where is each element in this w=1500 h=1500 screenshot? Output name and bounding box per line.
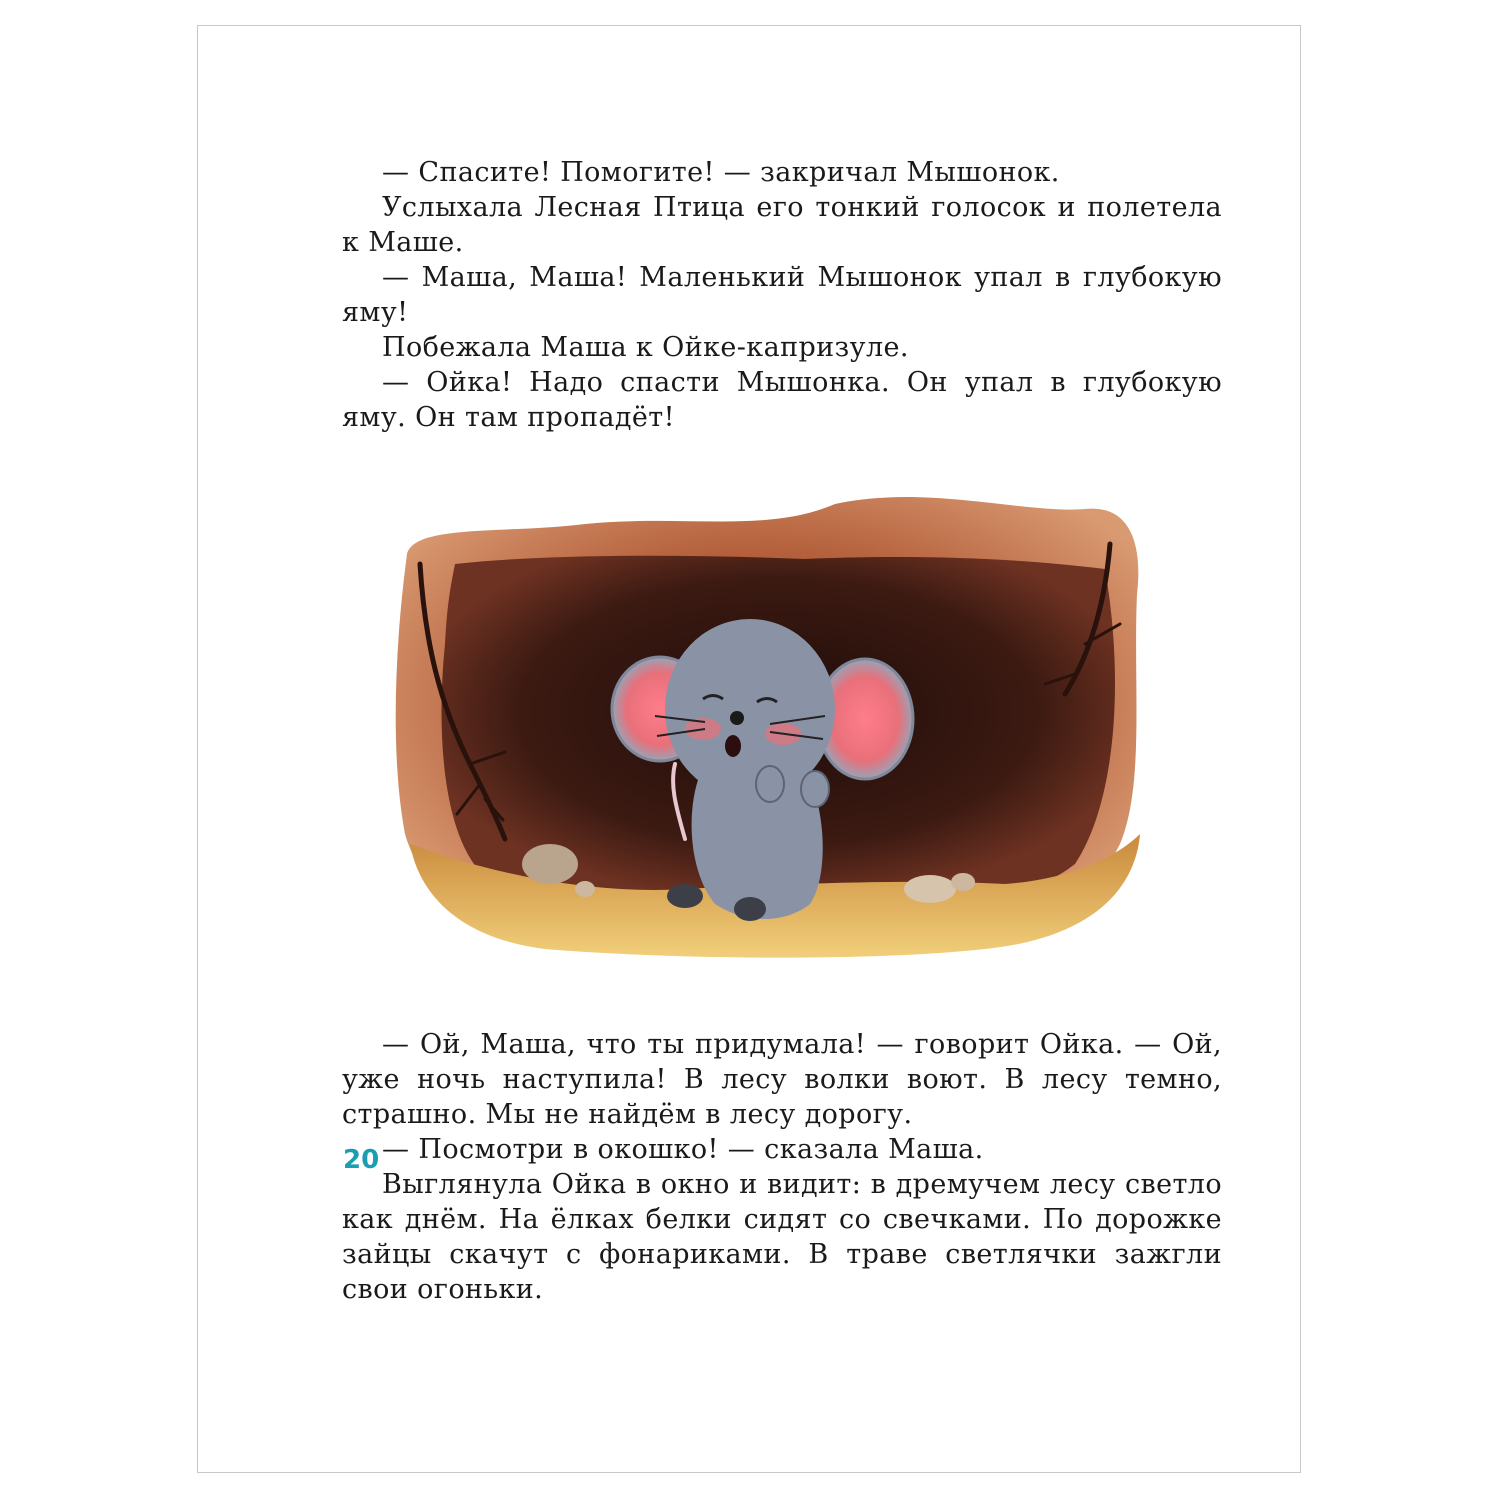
pebble: [904, 875, 956, 903]
paragraph: — Маша, Маша! Маленький Мышонок упал в глубокую яму!: [342, 262, 1222, 328]
paragraph: Побежала Маша к Ойке-капризуле.: [382, 332, 909, 363]
paragraph: — Спасите! Помогите! — закричал Мышонок.: [382, 157, 1060, 188]
paragraph: — Посмотри в окошко! — сказала Маша.: [382, 1134, 984, 1165]
paragraph: — Ой, Маша, что ты придумала! — говорит Ойка. — Ой, уже ночь наступила! В лесу волки воют. В лесу темно, страшно. Мы не найдём в лесу дорогу.: [342, 1029, 1222, 1130]
pebble: [522, 844, 578, 884]
pebble: [951, 873, 975, 891]
mouse-paw-right: [801, 771, 829, 807]
mouse-mouth: [725, 735, 741, 757]
mouse-foot-right: [734, 897, 766, 921]
pebble: [575, 881, 595, 897]
paragraph: Выглянула Ойка в окно и видит: в дремучем лесу светло как днём. На ёлках белки сидят со свечками. По дорожке зайцы скачут с фонариками. В траве светлячки зажгли свои огоньки.: [342, 1169, 1222, 1305]
paragraph: Услыхала Лесная Птица его тонкий голосок и полетела к Маше.: [342, 192, 1222, 258]
page-number: 20: [343, 1145, 380, 1175]
text-block-top: [342, 155, 1222, 435]
mouse-foot-left: [667, 884, 703, 908]
mouse-in-pit-illustration: [385, 484, 1155, 959]
mouse-nose: [730, 711, 744, 725]
mouse-paw-left: [756, 766, 784, 802]
paragraph: — Ойка! Надо спасти Мышонка. Он упал в глубокую яму. Он там пропадёт!: [342, 367, 1222, 433]
text-block-bottom: [342, 1027, 1222, 1307]
